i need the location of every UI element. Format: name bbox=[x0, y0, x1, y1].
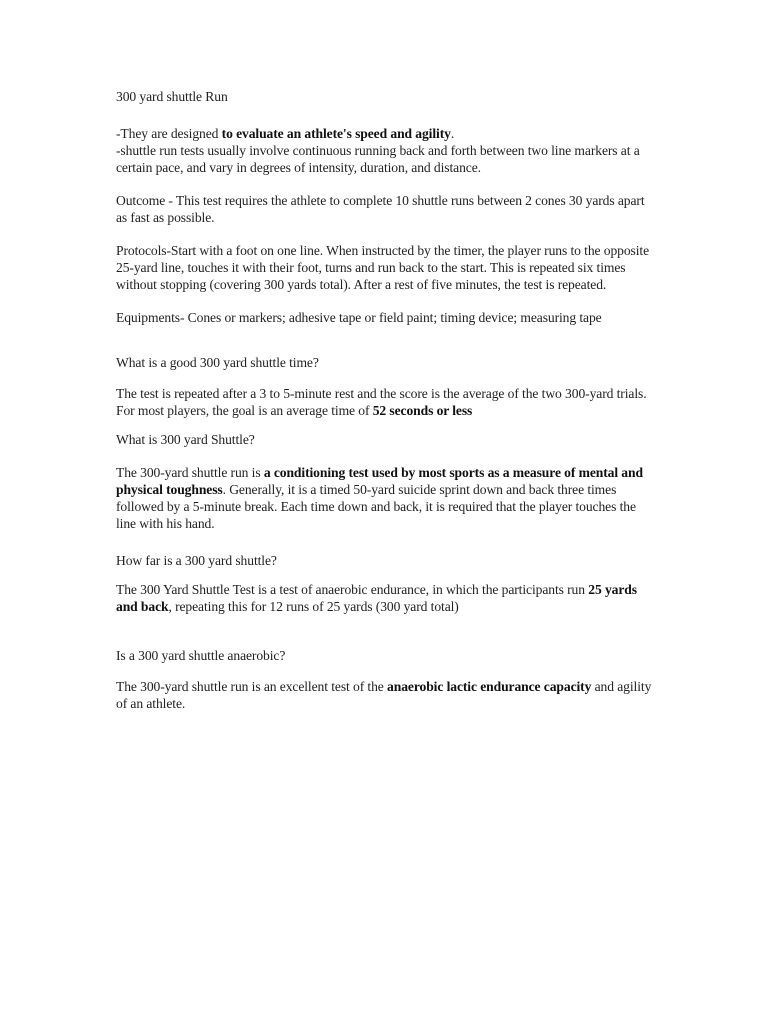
intro-text-c: . bbox=[450, 126, 455, 141]
answer-anaerobic bbox=[116, 678, 656, 712]
answer-what-is bbox=[116, 464, 656, 532]
answer-anaerobic-text-1: The 300-yard shuttle run is an excellent test of the bbox=[116, 679, 388, 694]
intro-text-a: -They are designed bbox=[116, 126, 222, 141]
answer-good-time-text: The test is repeated after a 3 to 5-minute rest and the score is the average of the two 300-yard trials. For most players, the goal is an average time of bbox=[116, 386, 647, 418]
question-anaerobic: Is a 300 yard shuttle anaerobic? bbox=[116, 648, 286, 663]
question-how-far: How far is a 300 yard shuttle? bbox=[116, 553, 277, 568]
answer-how-far-text-1: The 300 Yard Shuttle Test is a test of anaerobic endurance, in which the participants run bbox=[116, 582, 589, 597]
protocols-paragraph: Protocols-Start with a foot on one line. When instructed by the timer, the player runs to the opposite 25-yard line, touches it with their foot, turns and run back to the start. This is repeated six times without stopping (covering 300 yards total). After a rest of five minutes, the test is repeated. bbox=[116, 243, 650, 292]
answer-how-far-text-2: , repeating this for 12 runs of 25 yards (300 yard total) bbox=[168, 599, 459, 614]
answer-anaerobic-bold: anaerobic lactic endurance capacity bbox=[387, 679, 592, 694]
answer-what-is-text-1: The 300-yard shuttle run is bbox=[116, 465, 264, 480]
intro-bold-text: to evaluate an athlete's speed and agility bbox=[221, 126, 451, 141]
answer-what-is-bold: a conditioning test used by most sports as a measure of mental and physical toughness bbox=[116, 465, 643, 497]
question-good-time: What is a good 300 yard shuttle time? bbox=[116, 355, 319, 370]
document-page bbox=[116, 88, 656, 712]
answer-anaerobic-text-2: and agility of an athlete. bbox=[116, 679, 652, 711]
question-what-is: What is 300 yard Shuttle? bbox=[116, 432, 255, 447]
intro-paragraph bbox=[116, 125, 656, 176]
answer-how-far bbox=[116, 581, 656, 615]
equipments-paragraph: Equipments- Cones or markers; adhesive tape or field paint; timing device; measuring tape bbox=[116, 310, 602, 325]
answer-how-far-bold: 25 yards and back bbox=[116, 582, 637, 614]
answer-good-time-bold: 52 seconds or less bbox=[372, 403, 473, 418]
outcome-paragraph: Outcome - This test requires the athlete to complete 10 shuttle runs between 2 cones 30 yards apart as fast as possible. bbox=[116, 193, 645, 225]
intro-line-2: -shuttle run tests usually involve continuous running back and forth between two line markers at a certain pace, and vary in degrees of intensity, duration, and distance. bbox=[116, 143, 640, 175]
document-title: 300 yard shuttle Run bbox=[116, 89, 228, 104]
answer-what-is-text-2: . Generally, it is a timed 50-yard suicide sprint down and back three times followed by a 5-minute break. Each time down and back, it is required that the player touches the line with his hand. bbox=[116, 482, 636, 531]
answer-good-time bbox=[116, 385, 656, 419]
